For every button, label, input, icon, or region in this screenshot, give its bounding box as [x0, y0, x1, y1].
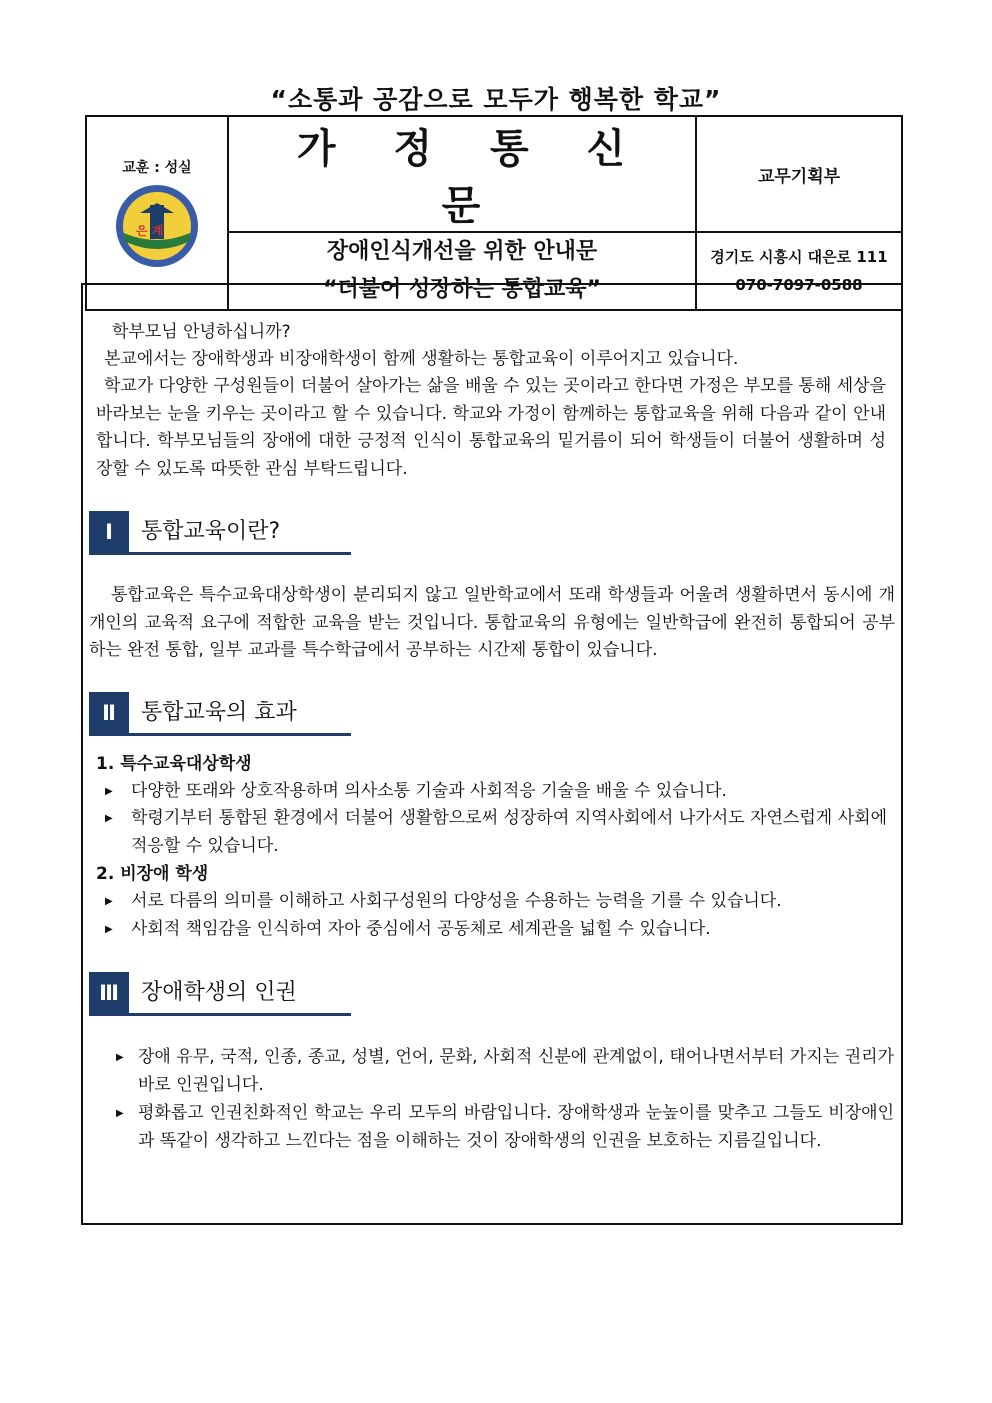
school-phone: 070-7097-0588 — [735, 276, 863, 294]
list-item: ▶ 장애 유무, 국적, 인종, 종교, 성별, 언어, 문화, 사회적 신분에 관계없이, 태어나면서부터 가지는 권리가 바로 인권입니다. — [138, 1044, 894, 1099]
section-1-header — [89, 511, 351, 553]
bullet-triangle-icon: ▶ — [116, 1108, 124, 1119]
section-3-underline — [89, 1013, 351, 1016]
section-2-group-1-heading: 1. 특수교육대상학생 — [96, 754, 252, 774]
section-1-body: 통합교육은 특수교육대상학생이 분리되지 않고 일반학교에서 또래 학생들과 어울려 생활하면서 동시에 개개인의 교육적 요구에 적합한 교육을 받는 것입니다. 통합교육의 유형에는 일반학급에 완전히 통합되어 공부하는 완전 통합, 일부 교과를 특수학급에서 공부하는 시간제 통합이 있습니다. — [89, 585, 895, 660]
bullet-triangle-icon: ▶ — [105, 896, 113, 907]
list-item: ▶ 다양한 또래와 상호작용하며 의사소통 기술과 사회적응 기술을 배울 수 있습니다. — [131, 778, 887, 806]
logo-text: 은 계 — [136, 224, 164, 238]
department: 교무기획부 — [757, 166, 841, 187]
section-2-number: Ⅱ — [89, 692, 129, 734]
bullet-triangle-icon: ▶ — [105, 813, 113, 824]
school-address: 경기도 시흥시 대은로 111 — [710, 248, 888, 266]
school-logo-icon — [114, 183, 200, 269]
list-item: ▶ 학령기부터 통합된 환경에서 더불어 생활함으로써 성장하여 지역사회에서 나가서도 자연스럽게 사회에 적응할 수 있습니다. — [131, 805, 887, 860]
section-3-header — [89, 972, 351, 1014]
section-1-title: 통합교육이란? — [141, 519, 281, 544]
bullet-triangle-icon: ▶ — [116, 1052, 124, 1063]
section-2-underline — [89, 733, 351, 736]
section-3-number: Ⅲ — [89, 972, 129, 1014]
section-2-title: 통합교육의 효과 — [141, 700, 297, 725]
intro-line2: 본교에서는 장애학생과 비장애학생이 함께 생활하는 통합교육이 이루어지고 있습니다. — [104, 349, 739, 369]
list-item: ▶ 평화롭고 인권친화적인 학교는 우리 모두의 바람입니다. 장애학생과 눈높이를 맞추고 그들도 비장애인과 똑같이 생각하고 느낀다는 점을 이해하는 것이 장애학생의 인권을 보호하는 지름길입니다. — [138, 1100, 894, 1155]
intro-greeting: 학부모님 안녕하십니까? — [112, 322, 291, 342]
section-1-number: Ⅰ — [89, 511, 129, 553]
list-item: ▶ 서로 다름의 의미를 이해하고 사회구성원의 다양성을 수용하는 능력을 기를 수 있습니다. — [131, 888, 887, 916]
page-title: 가 정 통 신 문 — [296, 126, 648, 229]
list-item: ▶ 사회적 책임감을 인식하여 자아 중심에서 공동체로 세계관을 넓힐 수 있습니다. — [131, 916, 887, 944]
school-slogan: “소통과 공감으로 모두가 행복한 학교” — [270, 85, 722, 114]
section-1-underline — [89, 552, 351, 555]
intro-paragraph: 학교가 다양한 구성원들이 더불어 살아가는 삶을 배울 수 있는 곳이라고 한다면 가정은 부모를 통해 세상을 바라보는 눈을 키우는 곳이라고 할 수 있습니다. 학교와 가정이 함께하는 통합교육을 위해 다음과 같이 안내합니다. 학부모님들의 장애에 대한 긍정적 인식이 통합교육의 밑거름이 되어 학생들이 더불어 생활하며 성장할 수 있도록 따뜻한 관심 부탁드립니다. — [96, 376, 886, 479]
newsletter-header — [85, 115, 903, 311]
department-cell — [696, 116, 902, 232]
subtitle-line1: 장애인식개선을 위한 안내문 — [326, 239, 598, 264]
bullet-triangle-icon: ▶ — [105, 786, 113, 797]
title-cell — [228, 116, 696, 232]
section-2-group-2-heading: 2. 비장애 학생 — [96, 864, 209, 884]
subtitle-line2: “더불어 성장하는 통합교육” — [322, 277, 601, 302]
section-3-title: 장애학생의 인권 — [141, 980, 297, 1005]
school-emblem-cell — [86, 116, 228, 310]
school-motto: 교훈 : 성실 — [122, 160, 192, 176]
bullet-triangle-icon: ▶ — [105, 924, 113, 935]
section-2-header — [89, 692, 351, 734]
